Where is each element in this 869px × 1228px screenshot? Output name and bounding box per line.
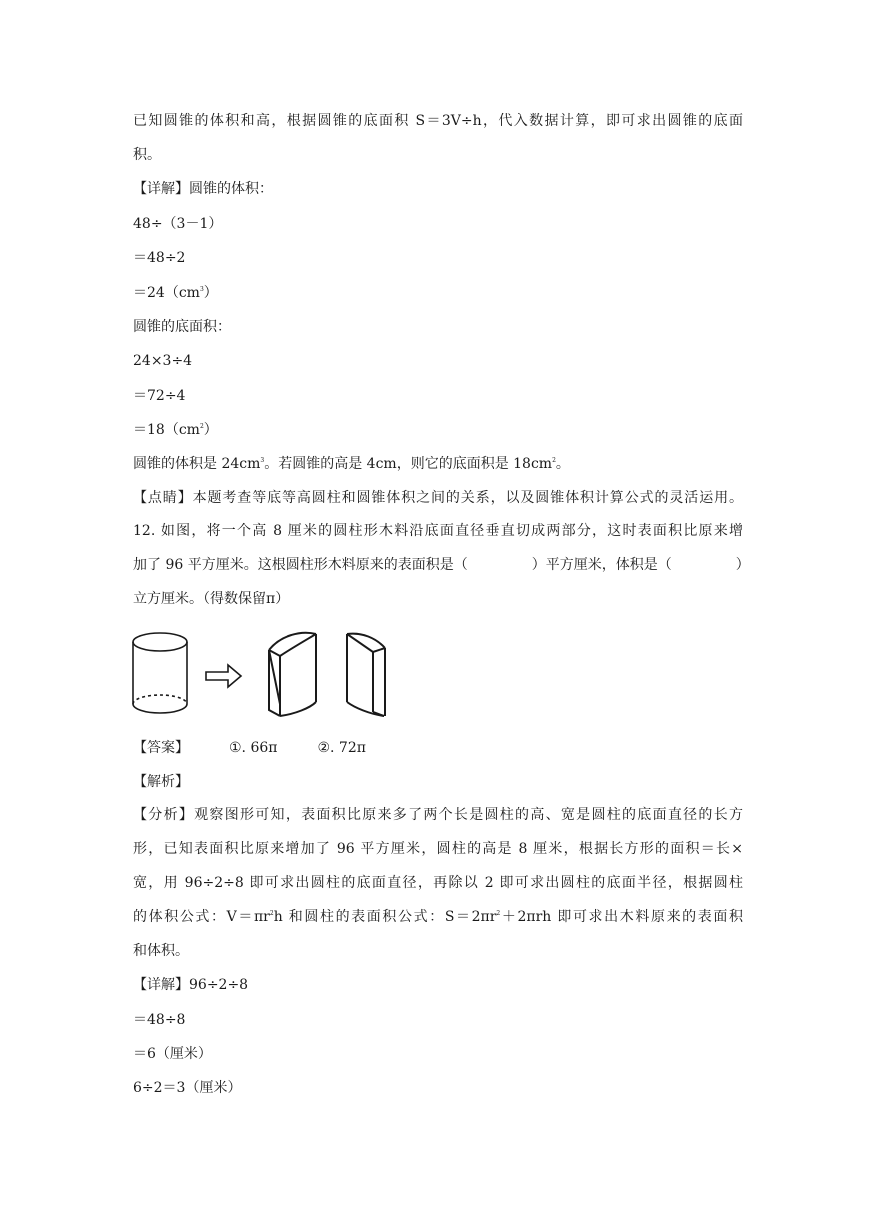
analysis-line-2: 形，已知表面积比原来增加了 96 平方厘米，圆柱的高是 8 厘米，根据长方形的面积＝长× [133, 841, 743, 857]
calc-step-1: 48÷（3－1） [133, 216, 223, 232]
question-12-line-3: 立方厘米。（得数保留π） [133, 591, 290, 607]
detail-2-step-1: ＝48÷8 [133, 1012, 186, 1028]
question-12-line-2: 加了 96 平方厘米。这根圆柱形木料原来的表面积是（ ）平方厘米，体积是（ ） [133, 557, 750, 573]
detail-2-heading: 【详解】96÷2÷8 [133, 977, 249, 993]
analysis-intro-line-2: 积。 [133, 147, 161, 163]
analysis-line-5: 和体积。 [133, 943, 189, 959]
calc-step-2: ＝48÷2 [133, 250, 186, 266]
analysis-line-3: 宽，用 96÷2÷8 即可求出圆柱的底面直径，再除以 2 即可求出圆柱的底面半径，根据圆柱 [133, 875, 743, 891]
half-cylinder-right-icon [347, 634, 385, 716]
analysis-intro-line-1: 已知圆锥的体积和高，根据圆锥的底面积 S＝3V÷h，代入数据计算，即可求出圆锥的底面 [133, 113, 743, 129]
answer-line: 【答案】 ①. 66π ②. 72π [133, 740, 366, 756]
base-result: $=18(cm^2)$ [133, 422, 218, 438]
cylinder-cut-figure [130, 628, 410, 723]
base-area-heading: 圆锥的底面积： [133, 319, 231, 335]
detail-2-step-2: ＝6（厘米） [133, 1046, 212, 1062]
right-arrow-icon [206, 665, 241, 687]
half-cylinder-left-icon [269, 633, 316, 716]
cylinder-icon [133, 633, 187, 713]
detail-heading: 【详解】圆锥的体积： [133, 181, 273, 197]
detail-2-step-3: 6÷2＝3（厘米） [133, 1080, 242, 1096]
comment-note: 【点睛】本题考查等底等高圆柱和圆锥体积之间的关系，以及圆锥体积计算公式的灵活运用。 [133, 490, 743, 506]
analysis-label: 【解析】 [133, 774, 189, 790]
base-step-1: 24×3÷4 [133, 353, 193, 369]
question-12-line-1: 12. 如图，将一个高 8 厘米的圆柱形木料沿底面直径垂直切成两部分，这时表面积比原来增 [133, 523, 743, 539]
conclusion: 圆锥的体积是 $24cm^3$。若圆锥的高是 4cm，则它的底面积是 $18cm^2$。 [133, 456, 570, 472]
analysis-line-1: 【分析】观察图形可知，表面积比原来多了两个长是圆柱的高、宽是圆柱的底面直径的长方 [133, 807, 743, 823]
analysis-line-4: 的体积公式：$V=\pi r^2h$ 和圆柱的表面积公式：$S=2\pi r^2+2\pi rh$ 即可求出木料原来的表面积 [133, 909, 743, 925]
base-step-2: ＝72÷4 [133, 388, 186, 404]
calc-result-volume: $=24(cm^3)$ [133, 285, 218, 301]
